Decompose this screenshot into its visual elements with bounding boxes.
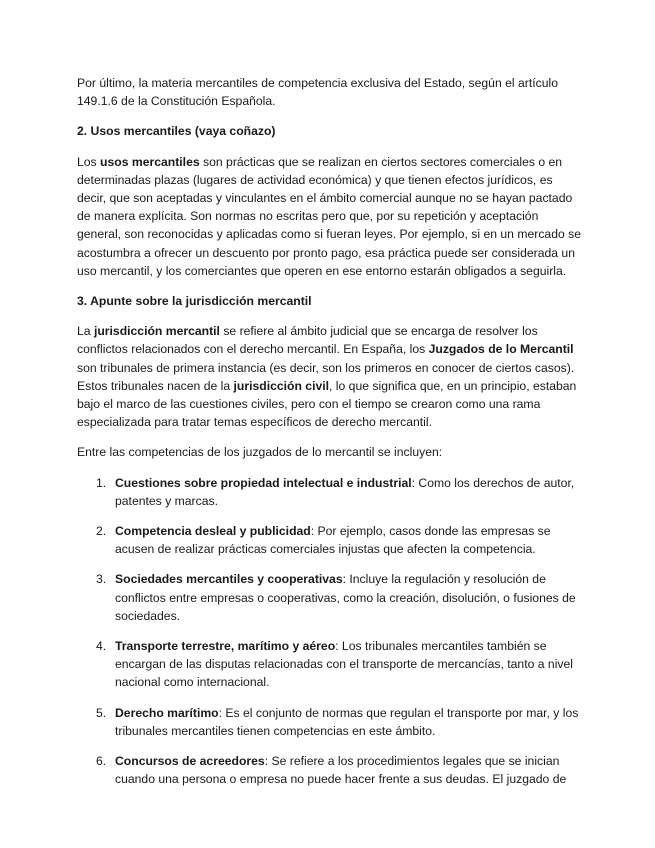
section-2-body: son prácticas que se realizan en ciertos sectores comerciales o en determinadas plazas (lugares de actividad económica) y que tienen efectos jurídicos, es decir, que son aceptadas y vinculantes en el ámbito comercial aunque no se hayan pactado de manera explícita. Son normas no escritas pero que, por su repetición y aceptación general, son reconocidas y aplicadas como si fueran leyes. Por ejemplo, si en un mercado se acostumbra a ofrecer un descuento por pronto pago, esa práctica puede ser considerada un uso mercantil, y los comerciantes que operen en ese entorno estarán obligados a seguirla. — [77, 154, 582, 278]
list-item-text: : Es el conjunto de normas que regulan el transporte por mar, y los tribunales mercantiles tienen competencias en este ámbito. — [115, 705, 579, 738]
section-2-paragraph — [77, 153, 583, 280]
list-item-number: 3. — [96, 572, 107, 587]
list-item-text: : Como los derechos de autor, patentes y marcas. — [115, 475, 575, 508]
list-item — [77, 752, 583, 788]
term-jurisdiccion-mercantil: jurisdicción mercantil — [93, 324, 220, 339]
section-2-pre: Los — [77, 154, 101, 169]
section-3-p1-mid2: son tribunales de primera instancia (es decir, son los primeros en conocer de ciertos casos). Estos tribunales nacen de la — [77, 360, 575, 393]
section-3-p1-mid1: se refiere al ámbito judicial que se encarga de resolver los conflictos relacionados con el derecho mercantil. En España, los — [77, 324, 538, 357]
section-3-paragraph-1 — [77, 322, 583, 431]
list-item-term: Sociedades mercantiles y cooperativas — [115, 572, 343, 587]
list-item-number: 1. — [96, 475, 107, 490]
list-item-term: Competencia desleal y publicidad — [115, 524, 311, 539]
list-item — [77, 474, 583, 510]
list-item-term: Derecho marítimo — [115, 705, 219, 720]
section-2-term: usos mercantiles — [100, 154, 200, 169]
list-item-number: 6. — [96, 754, 107, 769]
list-item-term: Concursos de acreedores — [115, 754, 265, 769]
list-item-text: : Por ejemplo, casos donde las empresas se acusen de realizar prácticas comerciales injustas que afecten la competencia. — [115, 524, 551, 557]
list-item — [77, 570, 583, 625]
list-item-term: Transporte terrestre, marítimo y aéreo — [115, 639, 336, 654]
list-item-text: : Incluye la regulación y resolución de conflictos entre empresas o cooperativas, como la creación, disolución, o fusiones de sociedades. — [115, 572, 576, 623]
term-juzgados-mercantil: Juzgados de lo Mercantil — [428, 342, 574, 357]
section-3-p1-pre: La — [77, 324, 94, 339]
list-item — [77, 637, 583, 692]
term-jurisdiccion-civil: jurisdicción civil — [233, 378, 330, 393]
list-item-text: : Se refiere a los procedimientos legales que se inician cuando una persona o empresa no puede hacer frente a sus deudas. El juzgado de — [115, 754, 567, 787]
section-3-heading: 3. Apunte sobre la jurisdicción mercantil — [77, 294, 312, 309]
section-3-paragraph-2: Entre las competencias de los juzgados de lo mercantil se incluyen: — [77, 445, 443, 460]
list-item-number: 2. — [96, 524, 107, 539]
section-2-heading: 2. Usos mercantiles (vaya coñazo) — [77, 124, 276, 139]
list-item — [77, 704, 583, 740]
list-item-number: 5. — [96, 705, 107, 720]
list-item — [77, 522, 583, 558]
list-item-number: 4. — [96, 639, 107, 654]
list-item-term: Cuestiones sobre propiedad intelectual e industrial — [115, 475, 412, 490]
document-page — [77, 74, 583, 801]
list-item-text: : Los tribunales mercantiles también se encargan de las disputas relacionadas con el transporte de mercancías, tanto a nivel nacional como internacional. — [115, 639, 573, 690]
section-3-p1-end: , lo que significa que, en un principio, estaban bajo el marco de las cuestiones civiles, pero con el tiempo se crearon como una rama especializada para tratar temas específicos de derecho mercantil. — [77, 378, 577, 430]
competencias-list — [77, 474, 583, 789]
intro-paragraph: Por último, la materia mercantiles de competencia exclusiva del Estado, según el artículo 149.1.6 de la Constitución Española. — [77, 76, 558, 109]
